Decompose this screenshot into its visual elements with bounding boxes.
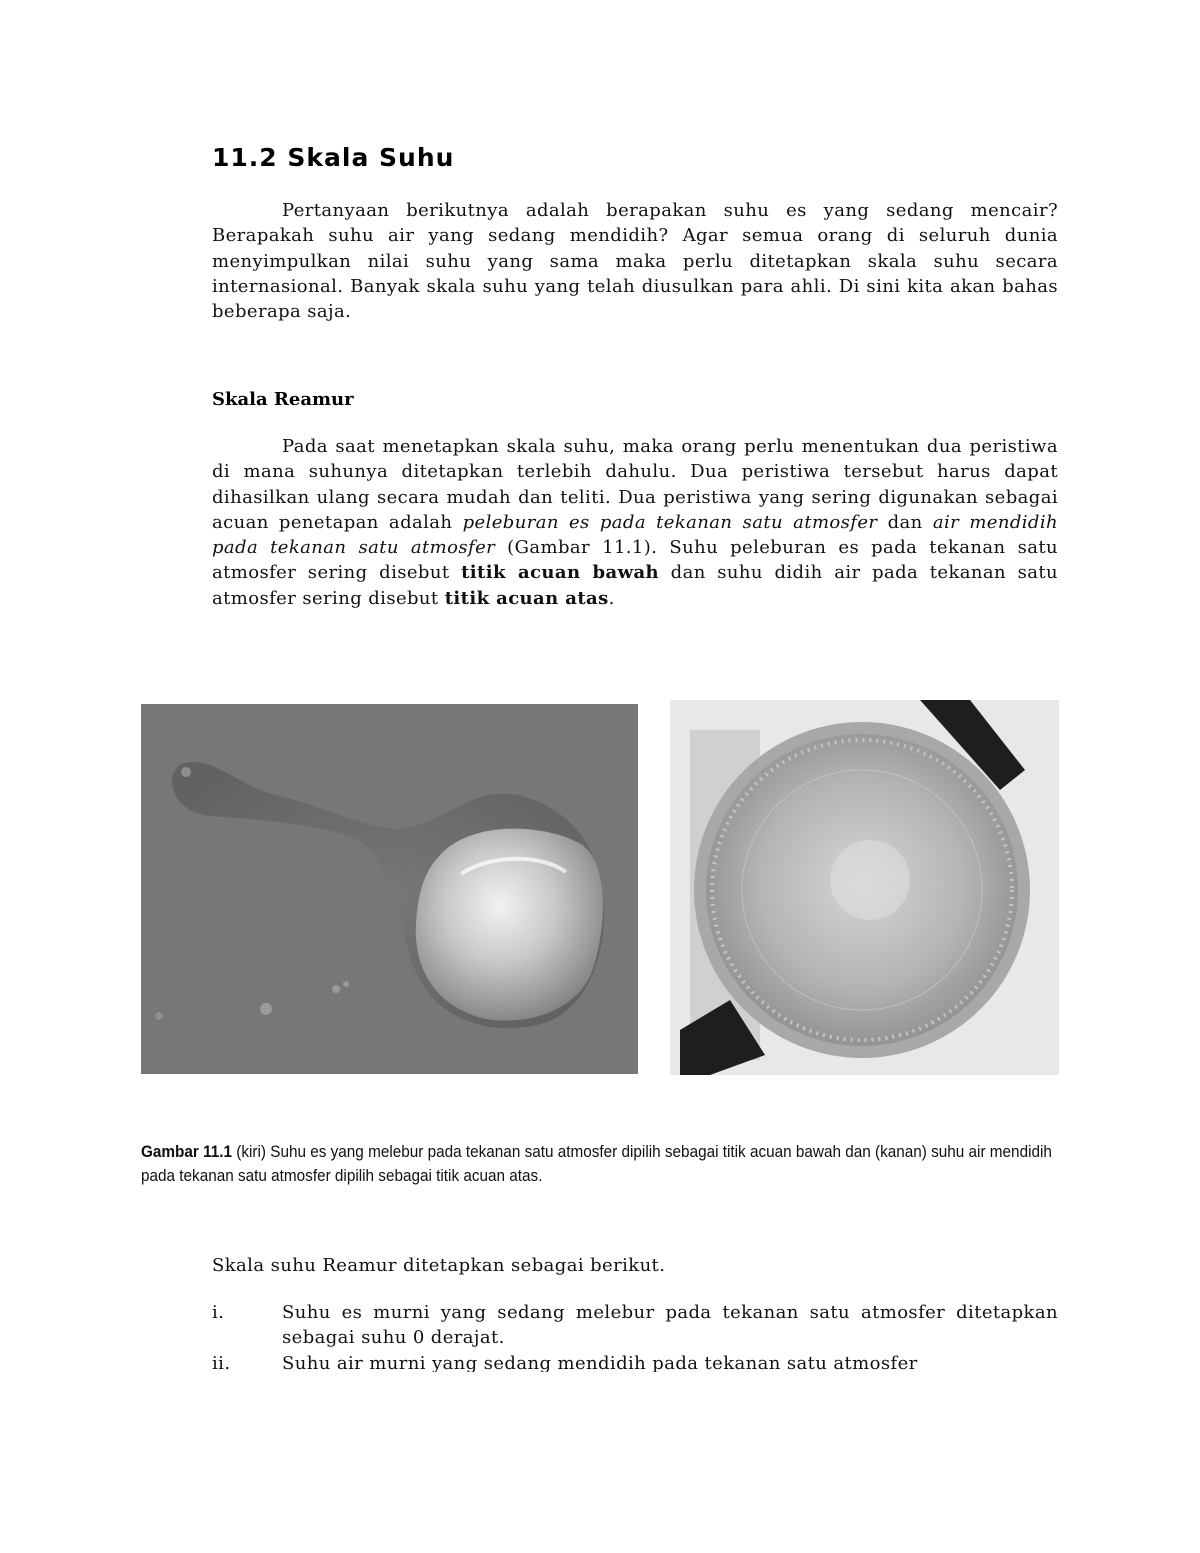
- reamur-italic-ice: peleburan es pada tekanan satu atmosfer: [462, 511, 878, 533]
- intro-paragraph-text: Pertanyaan berikutnya adalah berapakan suhu es yang sedang mencair? Berapakah suhu air yang sedang mendidih? Agar semua orang di seluruh dunia menyimpulkan nilai suhu yang sama maka perlu ditetapkan skala suhu secara internasional. Banyak skala suhu yang telah diusulkan para ahli. Di sini kita akan bahas beberapa saja.: [212, 200, 1058, 323]
- list-item: [212, 1351, 1058, 1372]
- definition-list: [212, 1300, 1058, 1372]
- section-title: 11.2 Skala Suhu: [212, 143, 455, 172]
- boiling-pot-illustration: [670, 700, 1059, 1075]
- reamur-text-5: .: [608, 587, 615, 609]
- melting-ice-photo: [141, 704, 638, 1074]
- reamur-italic-boil: air mendidih pada tekanan satu atmosfer: [212, 511, 1058, 559]
- reamur-text-2: dan: [877, 511, 933, 533]
- figure-caption: [141, 1140, 1061, 1188]
- melting-ice-illustration: [141, 704, 638, 1074]
- figure-caption-text: (kiri) Suhu es yang melebur pada tekanan satu atmosfer dipilih sebagai titik acuan bawah dan (kanan) suhu air mendidih pada tekanan satu atmosfer dipilih sebagai titik acuan atas.: [141, 1142, 1052, 1185]
- intro-paragraph: [212, 198, 1058, 324]
- list-marker: i.: [212, 1302, 225, 1323]
- boiling-pot-photo: [670, 700, 1059, 1075]
- reamur-text-3: (Gambar 11.1). Suhu peleburan es pada tekanan satu atmosfer sering disebut: [212, 537, 1058, 584]
- reamur-bold-upper: titik acuan atas: [444, 587, 609, 609]
- reamur-text-1: Pada saat menetapkan skala suhu, maka orang perlu menentukan dua peristiwa di mana suhunya ditetapkan terlebih dahulu. Dua peristiwa tersebut harus dapat dihasilkan ulang secara mudah dan teliti. Dua peristiwa yang sering digunakan sebagai acuan penetapan adalah: [212, 436, 1058, 533]
- definition-intro: Skala suhu Reamur ditetapkan sebagai berikut.: [212, 1255, 666, 1276]
- reamur-bold-lower: titik acuan bawah: [461, 562, 660, 584]
- list-item-text: Suhu es murni yang sedang melebur pada tekanan satu atmosfer ditetapkan sebagai suhu 0 derajat.: [282, 1302, 1058, 1349]
- reamur-text-4: dan suhu didih air pada tekanan satu atmosfer sering disebut: [212, 562, 1058, 609]
- subheading-skala-reamur: Skala Reamur: [212, 389, 354, 410]
- figure-label: Gambar 11.1: [141, 1142, 233, 1161]
- list-item: [212, 1300, 1058, 1351]
- reamur-paragraph: [212, 434, 1058, 611]
- list-marker: ii.: [212, 1352, 231, 1372]
- list-item-text: Suhu air murni yang sedang mendidih pada tekanan satu atmosfer: [282, 1352, 918, 1372]
